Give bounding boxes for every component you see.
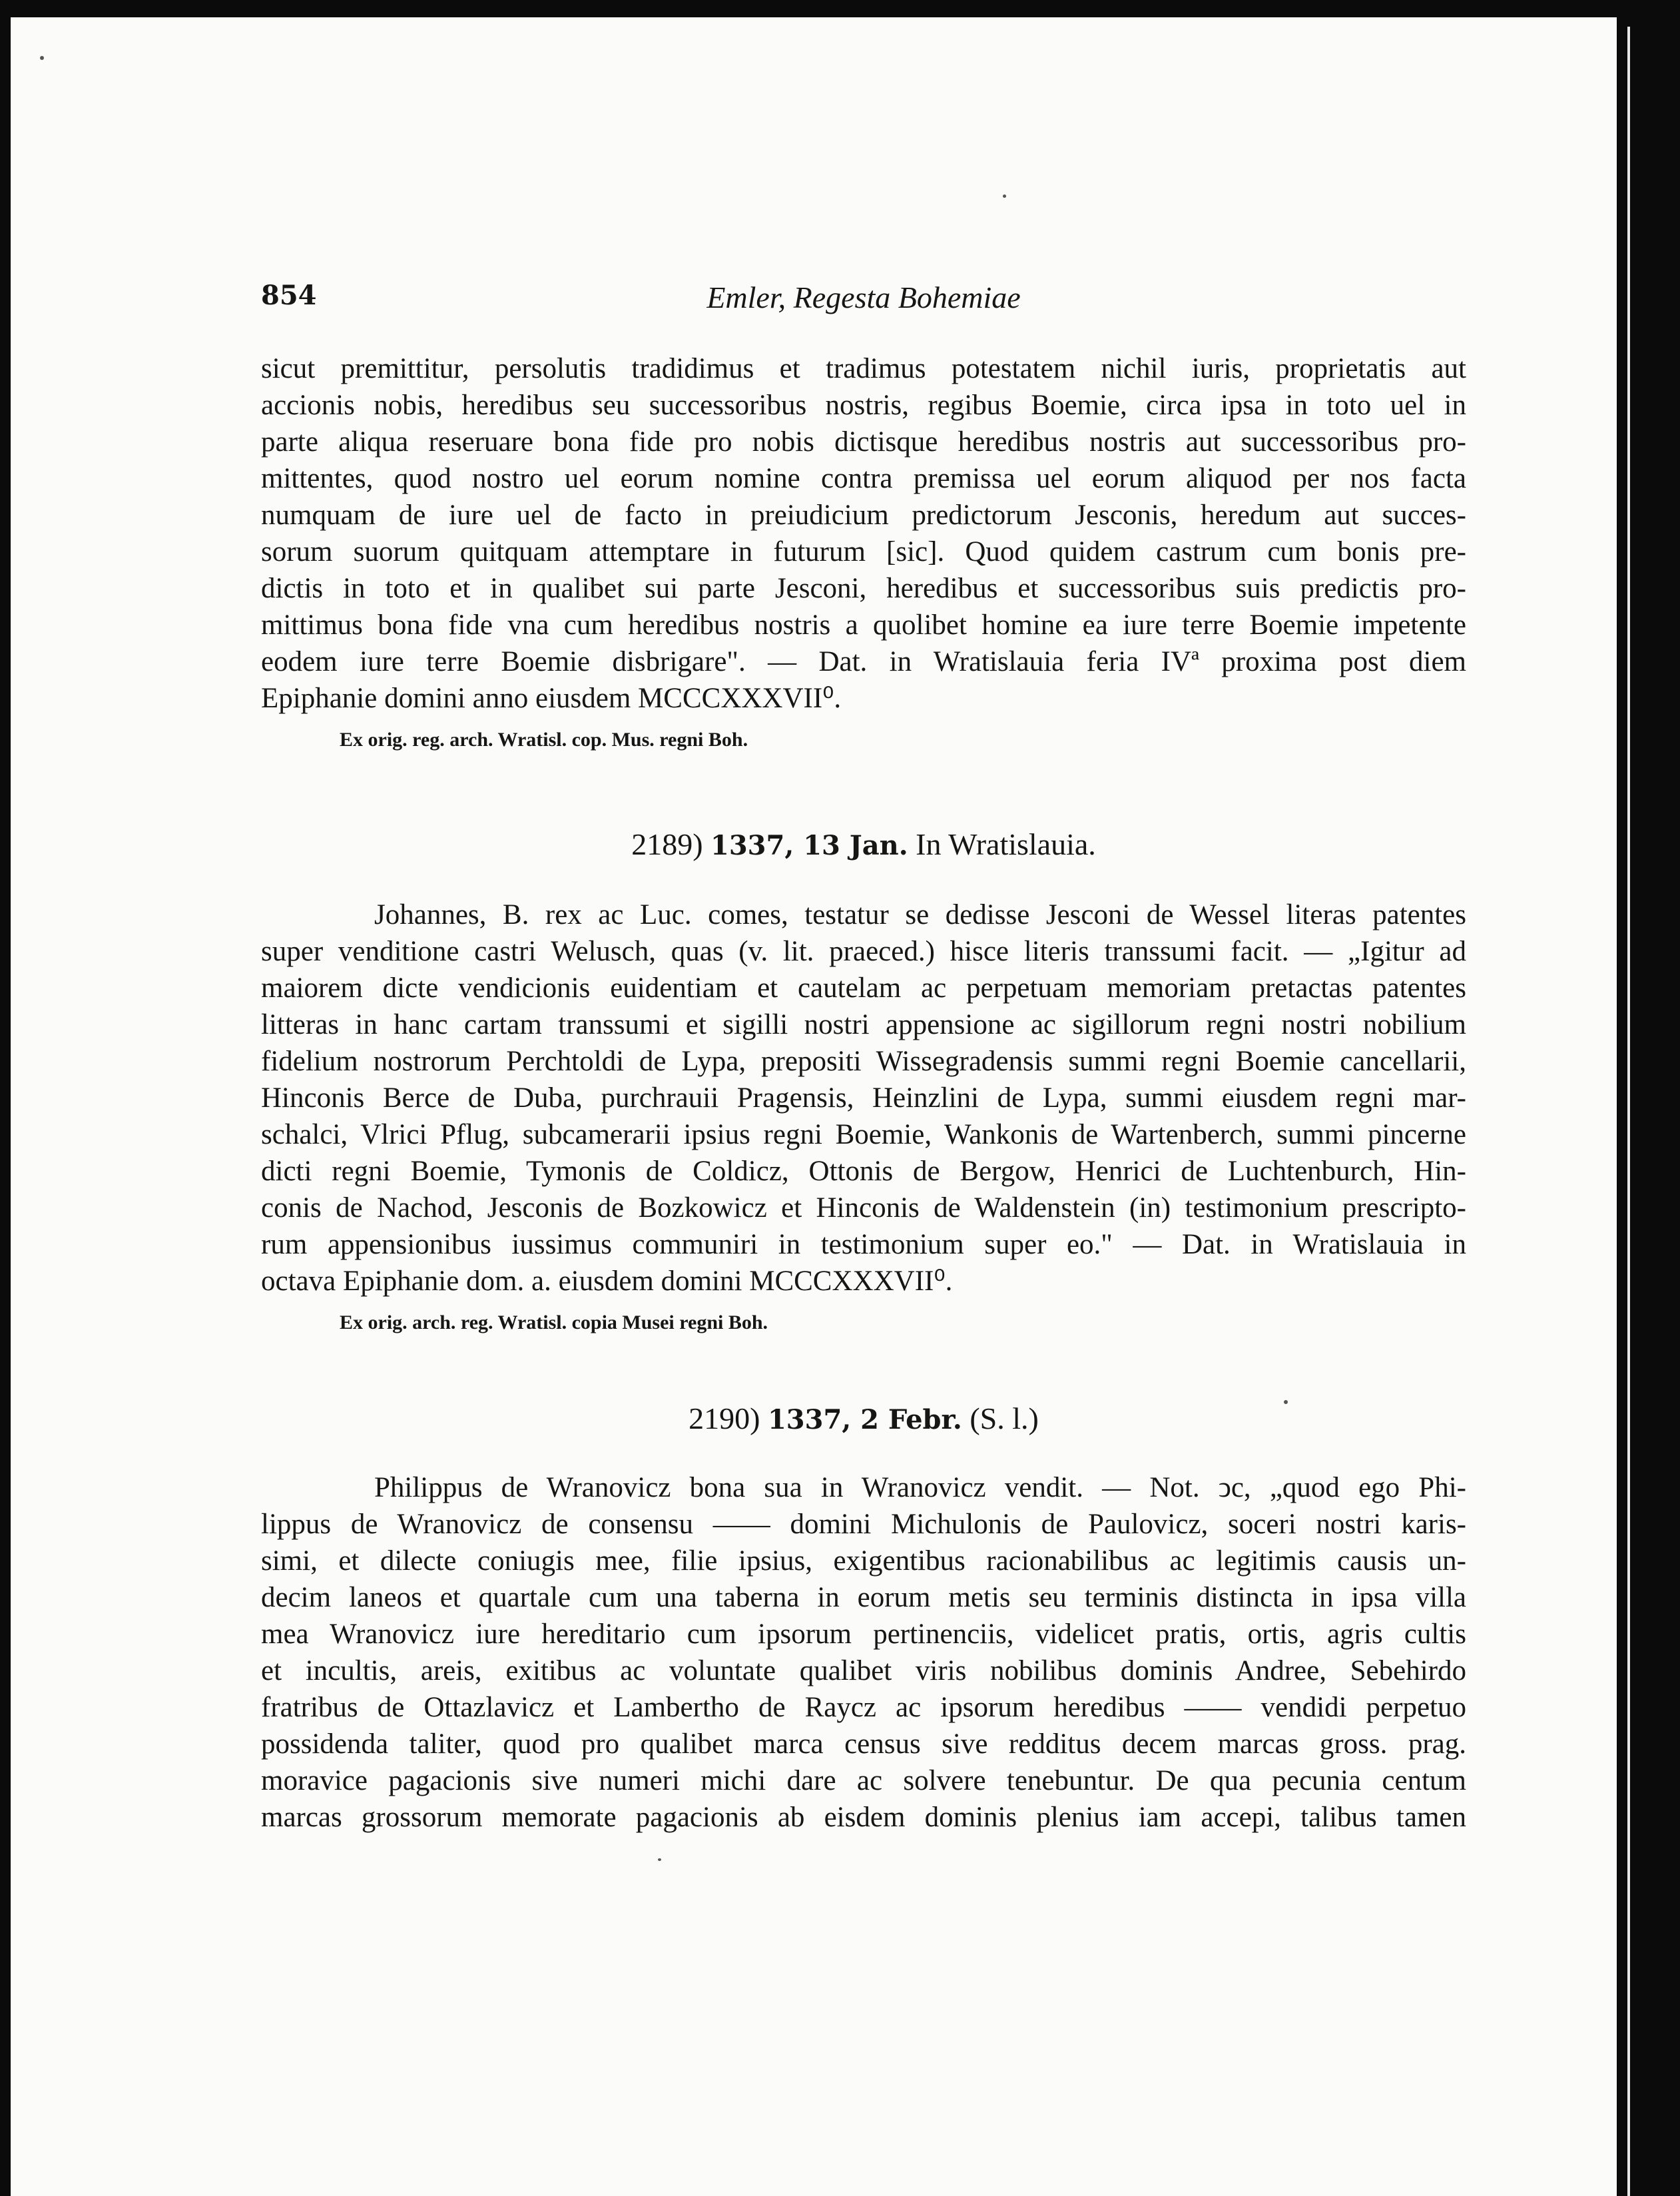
entry-place: (S. l.) [970, 1401, 1039, 1435]
scan-right-margin [1617, 0, 1680, 2196]
running-head: Emler, Regesta Bohemiae [706, 280, 1021, 314]
text-line: marcas grossorum memorate pagacionis ab eisdem dominis plenius iam accepi, talibus tamen [261, 1802, 1466, 1833]
scan-speck [658, 1858, 661, 1861]
text-line: Hinconis Berce de Duba, purchrauii Pragensis, Heinzlini de Lypa, summi eiusdem regni mar- [261, 1082, 1466, 1114]
text-line: lippus de Wranovicz de consensu —— domini Michulonis de Paulovicz, soceri nostri karis- [261, 1509, 1466, 1540]
text-line: simi, et dilecte coniugis mee, filie ipsius, exigentibus racionabilibus ac legitimis causis un- [261, 1545, 1466, 1577]
page-header [261, 280, 1466, 320]
entry-heading-2189 [261, 826, 1466, 865]
text-line: maiorem dicte vendicionis euidentiam et cautelam ac perpetuam memoriam pretactas patentes [261, 972, 1466, 1004]
entry-date: 1337, 13 Jan. [710, 830, 908, 861]
text-line: accionis nobis, heredibus seu successoribus nostris, regibus Boemie, circa ipsa in toto uel in [261, 390, 1466, 421]
entry-number: 2190) [689, 1401, 760, 1435]
entry-heading-2190 [261, 1400, 1466, 1439]
text-line: parte aliqua reseruare bona fide pro nobis dictisque heredibus nostris aut successoribus pro- [261, 426, 1466, 458]
text-line: mea Wranovicz iure hereditario cum ipsorum pertinenciis, videlicet pratis, ortis, agris cultis [261, 1619, 1466, 1650]
scan-left-border [0, 0, 11, 2196]
entry-number: 2189) [631, 827, 703, 861]
entry-place: In Wratislauia. [916, 827, 1096, 861]
text-line: Philippus de Wranovicz bona sua in Wranovicz vendit. — Not. ↄc, „quod ego Phi- [374, 1472, 1466, 1503]
text-line: decim laneos et quartale cum una taberna in eorum metis seu terminis distincta in ipsa villa [261, 1582, 1466, 1613]
text-line: octava Epiphanie dom. a. eiusdem domini MCCCXXXVII⁰. [261, 1266, 953, 1297]
text-line: fratribus de Ottazlavicz et Lambertho de Raycz ac ipsorum heredibus —— vendidi perpetuo [261, 1692, 1466, 1723]
text-line: sorum suorum quitquam attemptare in futurum [sic]. Quod quidem castrum cum bonis pre- [261, 536, 1466, 567]
text-line: et incultis, areis, exitibus ac voluntate qualibet viris nobilibus dominis Andree, Sebehirdo [261, 1655, 1466, 1686]
text-line: Johannes, B. rex ac Luc. comes, testatur se dedisse Jesconi de Wessel literas patentes [374, 899, 1466, 930]
scan-speck [1003, 194, 1006, 198]
text-line: litteras in hanc cartam transsumi et sigilli nostri appensione ac sigillorum regni nostri nobilium [261, 1009, 1466, 1040]
text-line: super venditione castri Welusch, quas (v. lit. praeced.) hisce literis transsumi facit. — „Igitur ad [261, 936, 1466, 967]
text-line: Epiphanie domini anno eiusdem MCCCXXXVII⁰. [261, 683, 842, 714]
text-line: eodem iure terre Boemie disbrigare". — Dat. in Wratislauia feria IVª proxima post diem [261, 646, 1466, 677]
text-line: possidenda taliter, quod pro qualibet marca census sive redditus decem marcas gross. prag. [261, 1728, 1466, 1760]
text-line: moravice pagacionis sive numeri michi dare ac solvere tenebuntur. De qua pecunia centum [261, 1765, 1466, 1796]
page-number: 854 [261, 280, 317, 311]
scan-top-border [0, 0, 1680, 17]
text-line: dicti regni Boemie, Tymonis de Coldicz, Ottonis de Bergow, Henrici de Luchtenburch, Hin- [261, 1156, 1466, 1187]
entry-date: 1337, 2 Febr. [767, 1404, 962, 1435]
text-line: mittimus bona fide vna cum heredibus nostris a quolibet homine ea iure terre Boemie impetente [261, 609, 1466, 641]
adjacent-page-edge [1627, 27, 1630, 2196]
source-note: Ex orig. arch. reg. Wratisl. copia Musei regni Boh. [340, 1311, 768, 1333]
text-line: fidelium nostrorum Perchtoldi de Lypa, prepositi Wissegradensis summi regni Boemie cancellarii, [261, 1046, 1466, 1077]
source-note: Ex orig. reg. arch. Wratisl. cop. Mus. regni Boh. [340, 729, 748, 751]
text-line: sicut premittitur, persolutis tradidimus et tradimus potestatem nichil iuris, proprietatis aut [261, 353, 1466, 384]
text-line: numquam de iure uel de facto in preiudicium predictorum Jesconis, heredum aut succes- [261, 500, 1466, 531]
text-line: rum appensionibus iussimus communiri in testimonium super eo." — Dat. in Wratislauia in [261, 1229, 1466, 1260]
scan-speck [40, 56, 44, 60]
text-line: schalci, Vlrici Pflug, subcamerarii ipsius regni Boemie, Wankonis de Wartenberch, summi pincerne [261, 1119, 1466, 1150]
text-line: mittentes, quod nostro uel eorum nomine contra premissa uel eorum aliquod per nos facta [261, 463, 1466, 494]
text-line: dictis in toto et in qualibet sui parte Jesconi, heredibus et successoribus suis predictis pro- [261, 573, 1466, 604]
text-line: conis de Nachod, Jesconis de Bozkowicz et Hinconis de Waldenstein (in) testimonium prescripto- [261, 1192, 1466, 1224]
